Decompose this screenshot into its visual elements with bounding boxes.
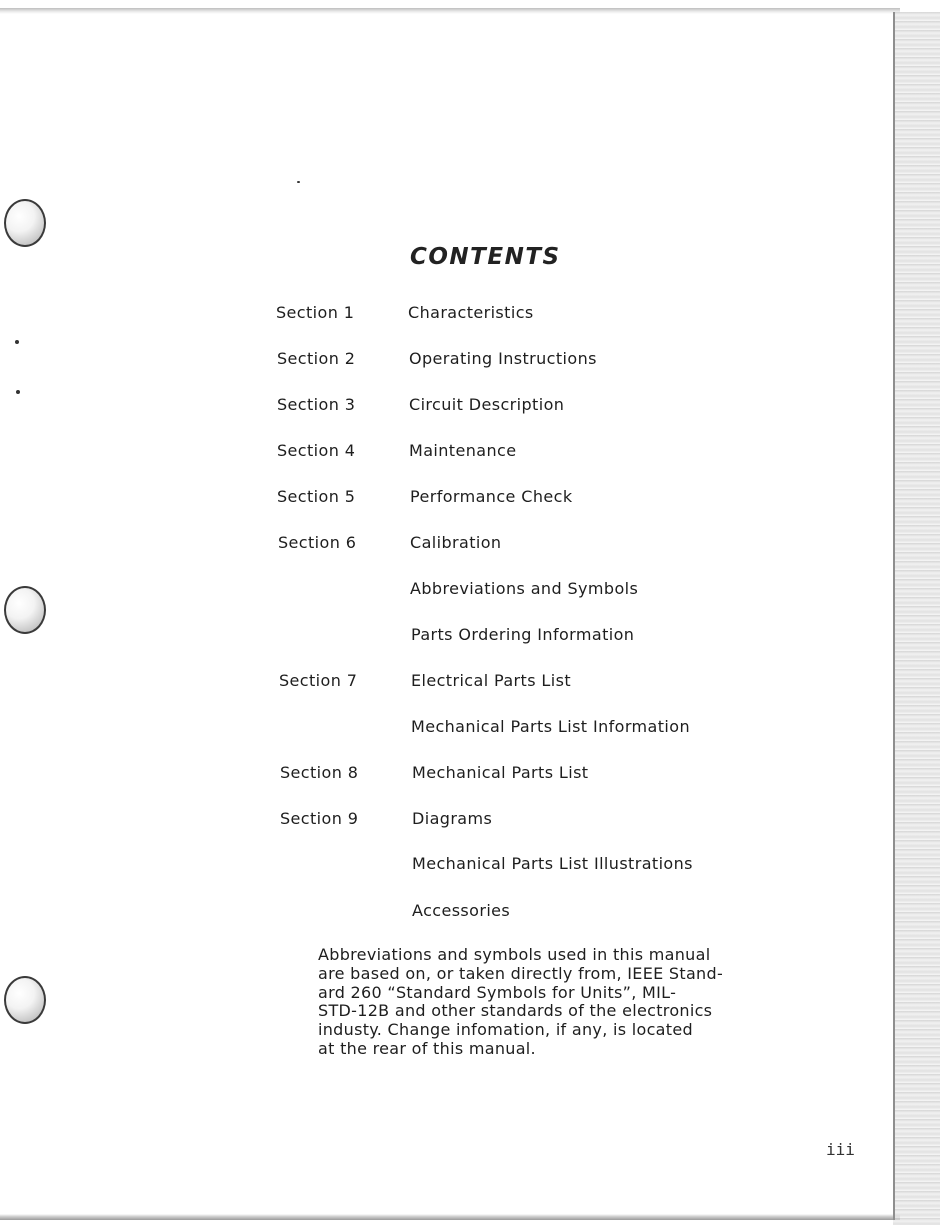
toc-section-label: Section 3 xyxy=(277,395,356,414)
note-line: industy. Change infomation, if any, is located xyxy=(318,1020,693,1040)
toc-section-title: Calibration xyxy=(410,533,502,552)
note-line: at the rear of this manual. xyxy=(318,1038,536,1058)
note-line: Abbreviations and symbols used in this manual xyxy=(318,945,711,964)
toc-section-label: Section 9 xyxy=(280,809,359,828)
toc-section-label: Section 5 xyxy=(277,487,356,506)
page-edge-line xyxy=(893,12,895,1220)
toc-section-title: Characteristics xyxy=(408,303,534,322)
toc-section-label: Section 2 xyxy=(277,349,356,368)
note-line: ard 260 “Standard Symbols for Units”, MIL- xyxy=(318,982,677,1002)
toc-section-label: Section 8 xyxy=(280,763,359,782)
toc-section-title: Parts Ordering Information xyxy=(411,625,635,644)
toc-section-title: Performance Check xyxy=(410,487,573,506)
binder-hole-top xyxy=(4,199,46,247)
toc-section-title: Abbreviations and Symbols xyxy=(410,579,639,598)
toc-section-title: Maintenance xyxy=(409,441,517,460)
toc-section-label: Section 6 xyxy=(278,533,357,552)
scan-speck xyxy=(297,181,300,183)
toc-section-title: Circuit Description xyxy=(409,395,565,414)
toc-section-title: Mechanical Parts List Illustrations xyxy=(412,854,693,873)
scan-edge-top xyxy=(0,8,900,14)
page-number: iii xyxy=(826,1140,855,1159)
note-line: STD-12B and other standards of the electronics xyxy=(318,1001,713,1021)
toc-section-title: Mechanical Parts List Information xyxy=(411,717,690,736)
toc-section-label: Section 1 xyxy=(276,303,355,322)
binder-hole-bottom xyxy=(4,976,46,1024)
toc-section-title: Electrical Parts List xyxy=(411,671,572,690)
toc-section-title: Accessories xyxy=(412,901,511,920)
scan-edge-bottom xyxy=(0,1214,900,1220)
scan-speck xyxy=(15,340,19,344)
abbreviations-note xyxy=(318,945,724,1059)
scan-speck xyxy=(16,390,20,394)
note-line: are based on, or taken directly from, IEEE Stand- xyxy=(318,963,724,983)
scan-margin-right xyxy=(940,0,950,1225)
contents-title: CONTENTS xyxy=(410,244,561,270)
toc-section-label: Section 4 xyxy=(277,441,356,460)
toc-section-title: Diagrams xyxy=(412,809,493,828)
toc-section-title: Operating Instructions xyxy=(409,349,597,368)
toc-section-title: Mechanical Parts List xyxy=(412,763,589,782)
binder-hole-middle xyxy=(4,586,46,634)
toc-section-label: Section 7 xyxy=(279,671,358,690)
